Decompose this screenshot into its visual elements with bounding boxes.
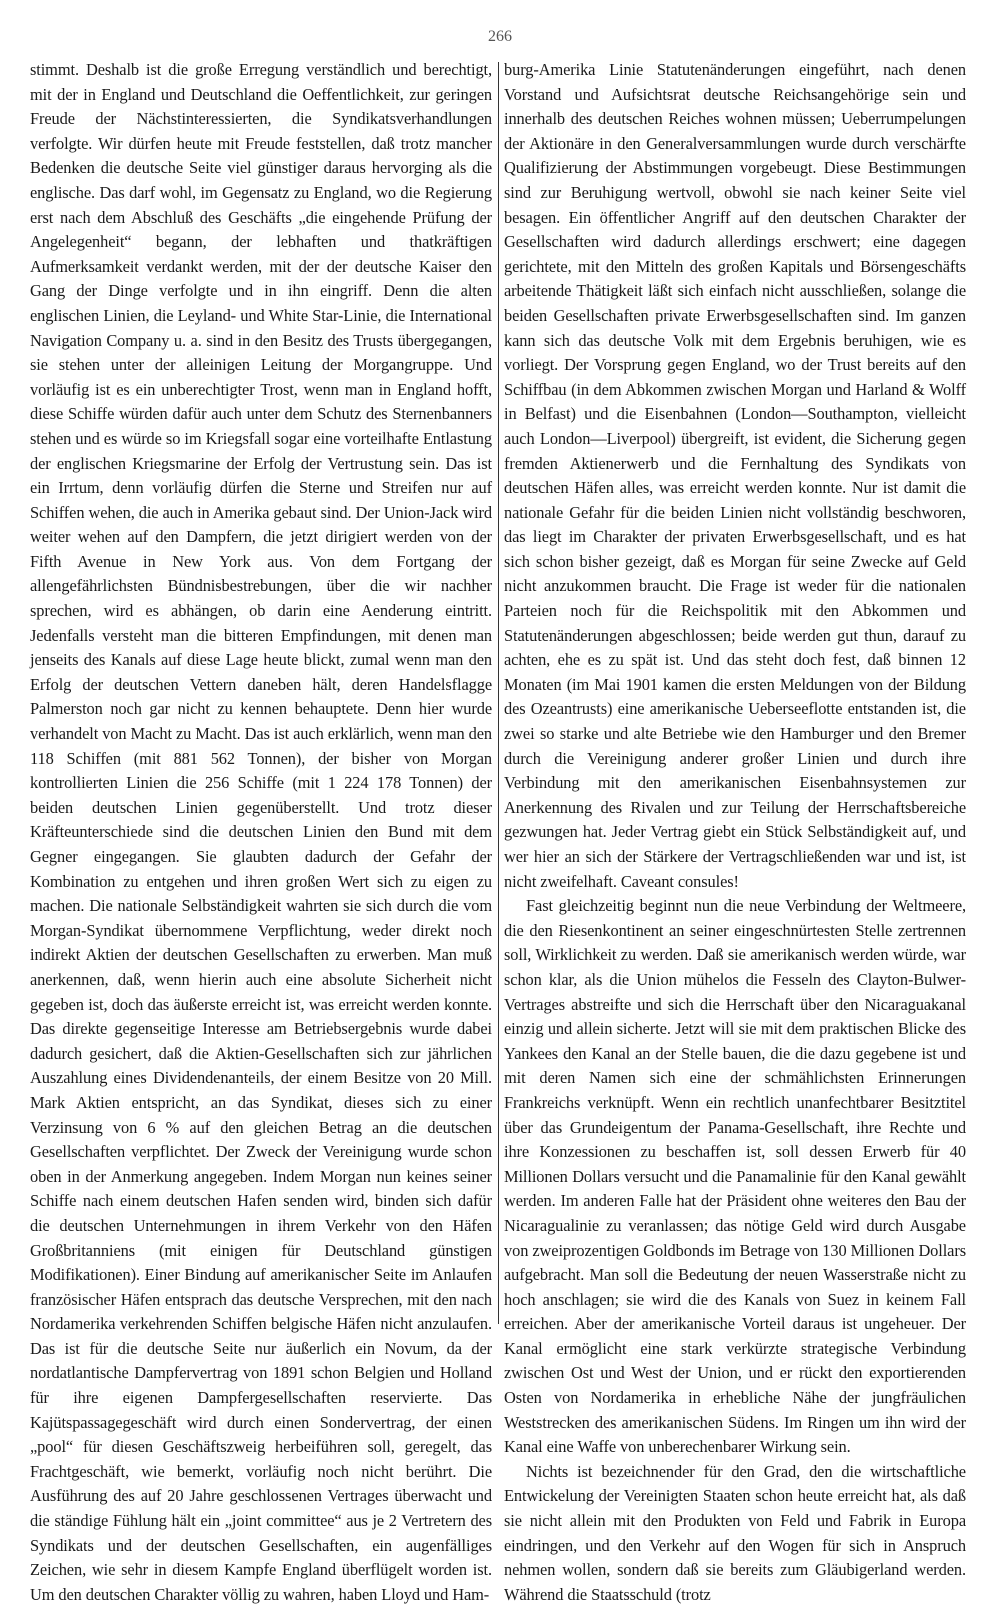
left-column (30, 58, 492, 1604)
right-paragraph-2: Fast gleichzeitig beginnt nun die neue Verbindung der Weltmeere, die den Riesenkontinent an seiner eingeschnürtesten Stelle zertrennen soll, Wirklichkeit zu werden. Daß sie amerikanisch werden würde, war schon klar, als die Union mühelos die Fesseln des Clayton-Bulwer-Vertrages abstreifte und sich die Herrschaft über den Nicaraguakanal einzig und allein sicherte. Jetzt will sie mit dem praktischen Blicke des Yankees den Kanal an der Stelle bauen, die die dazu gegebene ist und mit deren Namen sich eine der schmählichsten Erinnerungen Frankreichs verknüpft. Wenn ein rechtlich unanfechtbarer Besitztitel über das Grundeigentum der Panama-Gesellschaft, ihre Rechte und ihre Konzessionen zu beschaffen ist, soll dessen Erwerb für 40 Millionen Dollars versucht und die Panamalinie für den Kanal gewählt werden. Im anderen Falle hat der Präsident ohne weiteres den Bau der Nicaragualinie zu veranlassen; das nötige Geld wird durch Ausgabe von zweiprozentigen Goldbonds im Betrage von 130 Millionen Dollars aufgebracht. Man soll die Bedeutung der neuen Wasserstraße nicht zu hoch anschlagen; sie wird die des Kanals von Suez in keinem Fall erreichen. Aber der amerikanische Vorteil daraus ist ungeheuer. Der Kanal ermöglicht eine stark verkürzte strategische Verbindung zwischen Ost und West der Union, und er rückt den exportierenden Osten von Nordamerika in erhebliche Nähe der jungfräulichen Weststrecken des amerikanischen Südens. Im Ringen um ihn wird der Kanal eine Waffe von unberechenbarer Wirkung sein. (504, 896, 966, 1457)
column-divider (498, 62, 499, 1324)
right-paragraph-1: burg-Amerika Linie Statutenänderungen eingeführt, nach denen Vorstand und Aufsichtsrat deutsche Reichsangehörige sein und innerhalb des deutschen Reiches wohnen müssen; Ueberrumpelungen der Aktionäre in den Generalversammlungen wurde durch verschärfte Qualifizierung der Abstimmungen vorgebeugt. Diese Bestimmungen sind zur Beruhigung wertvoll, obwohl sie nach keiner Seite viel besagen. Ein öffentlicher Angriff auf den deutschen Charakter der Gesellschaften wird dadurch allerdings erschwert; eine dagegen gerichtete, mit den Mitteln des großen Kapitals und Börsengeschäfts arbeitende Thätigkeit läßt sich einfach nicht ausschließen, solange die beiden Gesellschaften private Erwerbsgesellschaften sind. Im ganzen kann sich das deutsche Volk mit dem Ergebnis beruhigen, wie es vorliegt. Der Vorsprung gegen England, wo der Trust bereits auf den Schiffbau (in dem Abkommen zwischen Morgan und Harland & Wolff in Belfast) und die Eisenbahnen (London—Southampton, vielleicht auch London—Liverpool) übergreift, ist evident, die Sicherung gegen fremden Aktienerwerb und die Fernhaltung des Syndikats von deutschen Häfen alles, was erreicht werden konnte. Nur ist damit die nationale Gefahr für die beiden Linien nicht vollständig beschworen, das liegt im Charakter der privaten Erwerbsgesellschaft, und es hat sich schon bisher gezeigt, daß es Morgan für seine Zwecke auf Geld nicht anzukommen braucht. Die Frage ist weder für die nationalen Parteien noch für die Reichspolitik mit den Abkommen und Statutenänderungen abgeschlossen; beide werden gut thun, darauf zu achten, ehe es zu spät ist. Und das steht doch fest, daß binnen 12 Monaten (im Mai 1901 kamen die ersten Meldungen von der Bildung des Ozeantrusts) eine amerikanische Ueberseeflotte entstanden ist, die zwei so starke und alte Betriebe wie den Hamburger und den Bremer durch die Vereinigung anderer großer Linien und durch ihre Verbindung mit den amerikanischen Eisenbahnsystemen zur Anerkennung des Rivalen und zur Teilung der Herrschaftsbereiche gezwungen hat. Jeder Vertrag giebt ein Stück Selbständigkeit auf, und wer hier an sich der Stärkere der Vertragschließenden war und ist, ist nicht zweifelhaft. Caveant consules! (504, 60, 966, 891)
right-paragraph-3: Nichts ist bezeichnender für den Grad, den die wirtschaftliche Entwickelung der Vereinigten Staaten schon heute erreicht hat, als daß sie nicht allein mit den Produkten von Feld und Fabrik in Europa eindringen, und den Verkehr auf den Wogen für sich in Anspruch nehmen wollen, sondern daß sie bereits zum Gläubigerland werden. Während die Staatsschuld (trotz (504, 1461, 966, 1604)
right-column (504, 58, 966, 1604)
left-paragraph-1: stimmt. Deshalb ist die große Erregung verständlich und berechtigt, mit der in England und Deutschland die Oeffentlichkeit, zur geringen Freude der Nächstinteressierten, die Syndikatsverhandlungen verfolgte. Wir dürfen heute mit Freude feststellen, daß trotz mancher Bedenken die deutsche Seite viel günstiger daraus hervorging als die englische. Das darf wohl, im Gegensatz zu England, wo die Regierung erst nach dem Abschluß des Geschäfts „die eingehende Prüfung der Angelegenheit“ begann, der lebhaften und thatkräftigen Aufmerksamkeit verdankt werden, mit der der deutsche Kaiser den Gang der Dinge verfolgte und in ihn eingriff. Denn die alten englischen Linien, die Leyland- und White Star-Linie, die International Navigation Company u. a. sind in den Besitz des Trusts übergegangen, sie stehen unter der alleinigen Leitung der Morgangruppe. Und vorläufig ist es ein unberechtigter Trost, wenn man in England hofft, diese Schiffe würden dafür auch unter dem Schutz des Sternenbanners stehen und es würde so im Kriegsfall sogar eine vorteilhafte Entlastung der englischen Kriegsmarine der Erfolg der Vertrustung sein. Das ist ein Irrtum, denn vorläufig dürfen die Sterne und Streifen nur auf Schiffen wehen, die auch in Amerika gebaut sind. Der Union-Jack wird weiter wehen auf den Dampfern, die jetzt dirigiert werden von der Fifth Avenue in New York aus. Von dem Fortgang der allengefährlichsten Bündnisbestrebungen, über die wir nachher sprechen, wird es abhängen, ob darin eine Aenderung eintritt. Jedenfalls versteht man die bitteren Empfindungen, mit denen man jenseits des Kanals auf diese Lage heute blickt, zumal wenn man den Erfolg der deutschen Vettern daneben hält, deren Handelsflagge Palmerston noch gar nicht zu kennen behauptete. Denn hier wurde verhandelt von Macht zu Macht. Das ist auch erklärlich, wenn man den 118 Schiffen (mit 881 562 Tonnen), der bisher von Morgan kontrollierten Linien die 256 Schiffe (mit 1 224 178 Tonnen) der beiden deutschen Linien gegenüberstellt. Und trotz dieser Kräfteunterschiede sind die deutschen Linien den Bund mit dem Gegner eingegangen. Sie glaubten dadurch der Gefahr der Kombination zu entgehen und ihren großen Wert sich zu eigen zu machen. Die nationale Selbständigkeit wahrten sie sich durch die vom Morgan-Syndikat übernommene Verpflichtung, weder direkt noch indirekt Aktien der deutschen Gesellschaften zu erwerben. Man muß anerkennen, daß, wenn hierin auch eine absolute Sicherheit nicht gegeben ist, doch das äußerste erreicht ist, was erreicht werden konnte. Das direkte gegenseitige Interesse am Betriebsergebnis wurde dabei dadurch gesichert, daß die Aktien-Gesellschaften sich zur jährlichen Auszahlung eines Dividendenanteils, der einem Besitze von 20 Mill. Mark Aktien entspricht, an das Syndikat, dieses sich zu einer Verzinsung von 6 % auf den gleichen Betrag an die deutschen Gesellschaften verpflichtet. Der Zweck der Vereinigung wurde schon oben in der Anmerkung angegeben. Indem Morgan nun keines seiner Schiffe nach einem deutschen Hafen senden wird, binden sich dafür die deutschen Unternehmungen in ihrem Verkehr von den Häfen Großbritanniens (mit einigen für Deutschland günstigen Modifikationen). Einer Bindung auf amerikanischer Seite im Anlaufen französischer Häfen entsprach das deutsche Versprechen, mit den nach Nordamerika verkehrenden Schiffen belgische Häfen nicht anzulaufen. Das ist für die deutsche Seite nur äußerlich ein Novum, da der nordatlantische Dampfervertrag von 1891 schon Belgien und Holland für ihre eigenen Dampfergesellschaften reservierte. Das Kajütspassagegeschäft wird durch einen Sondervertrag, der einen „pool“ für diesen Geschäftszweig herbeiführen soll, geregelt, das Frachtgeschäft, wie bemerkt, vorläufig noch nicht berührt. Die Ausführung des auf 20 Jahre geschlossenen Vertrages überwacht und die ständige Fühlung hält ein „joint committee“ aus je 2 Vertretern des Syndikats und der deutschen Gesellschaften, ein augenfälliges Zeichen, wie sehr in diesem Kampfe England überflügelt worden ist. Um den deutschen Charakter völlig zu wahren, haben Lloyd und Ham- (30, 60, 492, 1604)
page-number: 266 (488, 28, 512, 45)
